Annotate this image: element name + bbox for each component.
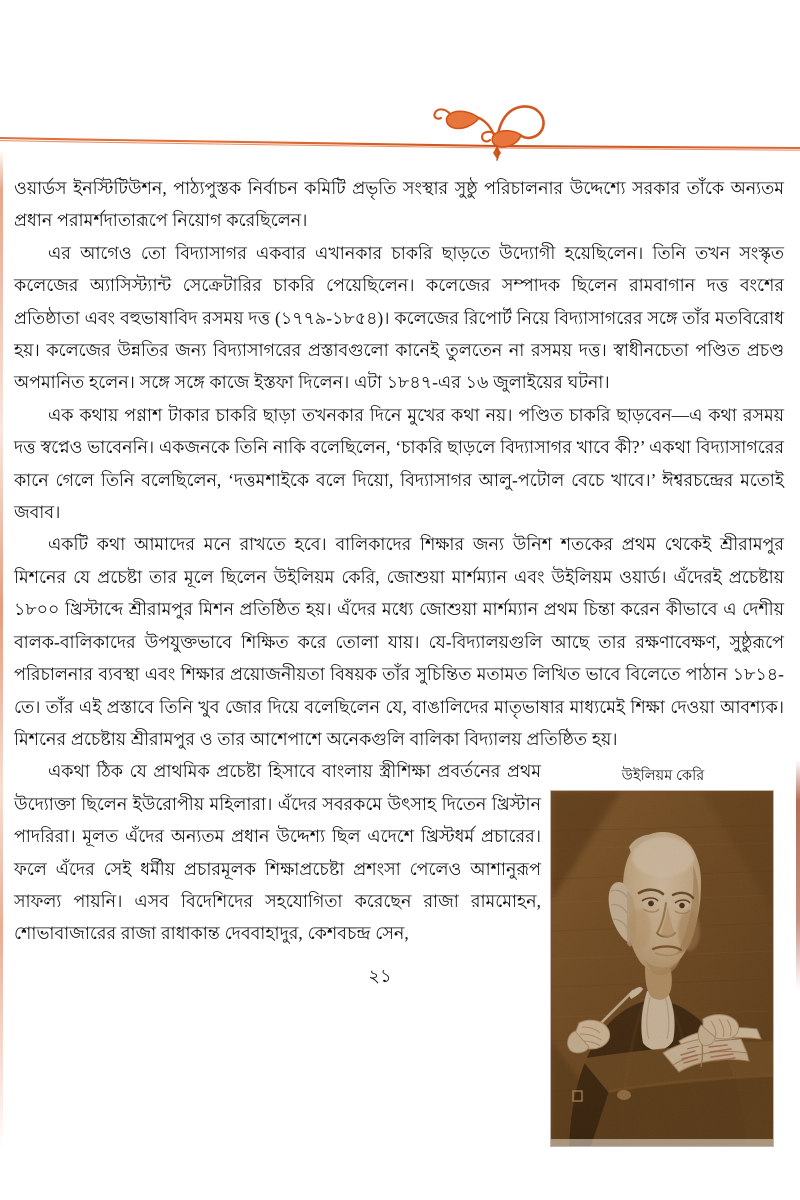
floral-scroll-divider-icon (0, 86, 800, 164)
scan-edge-artifact-right (796, 760, 800, 990)
paragraph-3: এক কথায় পণ্ণাশ টাকার চাকরি ছাড়া তখনকার দিনে মুখের কথা নয়। পণ্ডিত চাকরি ছাড়বেন—এ কথা রসময় দত্ত স্বপ্নেও ভাবেননি। একজনকে তিনি নাকি বলেছিলেন, ‘চাকরি ছাড়লে বিদ্যাসাগর খাবে কী?’ একথা বিদ্যাসাগরের কানে গেলে তিনি বলেছিলেন, ‘দত্তমশাইকে বলে দিয়ো, বিদ্যাসাগর আলু-পটোল বেচে খাবে।’ ঈশ্বরচন্দ্রের মতোই জবাব। (14, 404, 784, 523)
figure-caption: উইলিয়ম কেরি (621, 768, 705, 784)
paragraph-4: একটি কথা আমাদের মনে রাখতে হবে। বালিকাদের শিক্ষার জন্য উনিশ শতকের প্রথম থেকেই শ্রীরামপুর মিশনের যে প্রচেষ্টা তার মূলে ছিলেন উইলিয়ম কেরি, জোশুয়া মার্শম্যান এবং উইলিয়ম ওয়ার্ড। এঁদেরই প্রচেষ্টায় ১৮০০ খ্রিস্টাব্দে শ্রীরামপুর মিশন প্রতিষ্ঠিত হয়। এঁদের মধ্যে জোশুয়া মার্শম্যান প্রথম চিন্তা করেন কীভাবে এ দেশীয় বালক-বালিকাদের উপযুক্তভাবে শিক্ষিত করে তোলা যায়। যে-বিদ্যালয়গুলি আছে তার রক্ষণাবেক্ষণ, সুষ্ঠুরূপে পরিচালনার ব্যবস্থা এবং শিক্ষার প্রয়োজনীয়তা বিষয়ক তাঁর সুচিন্তিত মতামত লিখিত ভাবে বিলেতে পাঠান ১৮১৪-তে। তাঁর এই প্রস্তাবে তিনি খুব জোর দিয়ে বলেছিলেন যে, বাঙালিদের মাতৃভাষার মাধ্যমেই শিক্ষা দেওয়া আবশ্যক। মিশনের প্রচেষ্টায় শ্রীরামপুর ও তার আশেপাশে অনেকগুলি বালিকা বিদ্যালয় প্রতিষ্ঠিত হয়। (14, 534, 784, 749)
paragraph-2: এর আগেও তো বিদ্যাসাগর একবার এখানকার চাকরি ছাড়তে উদ্যোগী হয়েছিলেন। তিনি তখন সংস্কৃত কলেজের অ্যাসিস্ট্যান্ট সেক্রেটারির চাকরি পেয়েছিলেন। কলেজের সম্পাদক ছিলেন রামবাগান দত্ত বংশের প্রতিষ্ঠাতা এবং বহুভাষাবিদ রসময় দত্ত (১৭৭৯-১৮৫৪)। কলেজের রিপোর্ট নিয়ে বিদ্যাসাগরের সঙ্গে তাঁর মতবিরোধ হয়। কলেজের উন্নতির জন্য বিদ্যাসাগরের প্রস্তাবগুলো কানেই তুলতেন না রসময় দত্ত। স্বাধীনচেতা পণ্ডিত প্রচণ্ড অপমানিত হলেন। সঙ্গে সঙ্গে কাজে ইস্তফা দিলেন। এটা ১৮৪৭-এর ১৬ জুলাইয়ের ঘটনা। (14, 242, 784, 393)
figure-william-carey (551, 766, 775, 1146)
paragraph-1: ওয়ার্ডস ইনস্টিটিউশন, পাঠ্যপুস্তক নির্বাচন কমিটি প্রভৃতি সংস্থার সুষ্ঠু পরিচালনার উদ্দেশ্যে সরকার তাঁকে অন্যতম প্রধান পরামর্শদাতারূপে নিয়োগ করেছিলেন। (14, 178, 784, 231)
scan-edge-artifact-left (0, 150, 3, 1150)
paragraph-5: একথা ঠিক যে প্রাথমিক প্রচেষ্টা হিসাবে বাংলায় স্ত্রীশিক্ষা প্রবর্তনের প্রথম উদ্যোক্তা ছিলেন ইউরোপীয় মহিলারা। এঁদের সবরকমে উৎসাহ দিতেন খ্রিস্টান পাদরিরা। মূলত এঁদের অন্যতম প্রধান উদ্দেশ্য ছিল এদেশে খ্রিস্টধর্ম প্রচারের। ফলে এঁদের সেই ধর্মীয় প্রচারমূলক শিক্ষাপ্রচেষ্টা প্রশংসা পেলেও আশানুরূপ সাফল্য পায়নি। এসব বিদেশিদের সহযোগিতা করেছেন রাজা রামমোহন, শোভাবাজারের রাজা রাধাকান্ত দেববাহাদুর, কেশবচন্দ্র সেন, (14, 761, 541, 944)
page-number: ২১ (368, 966, 392, 986)
